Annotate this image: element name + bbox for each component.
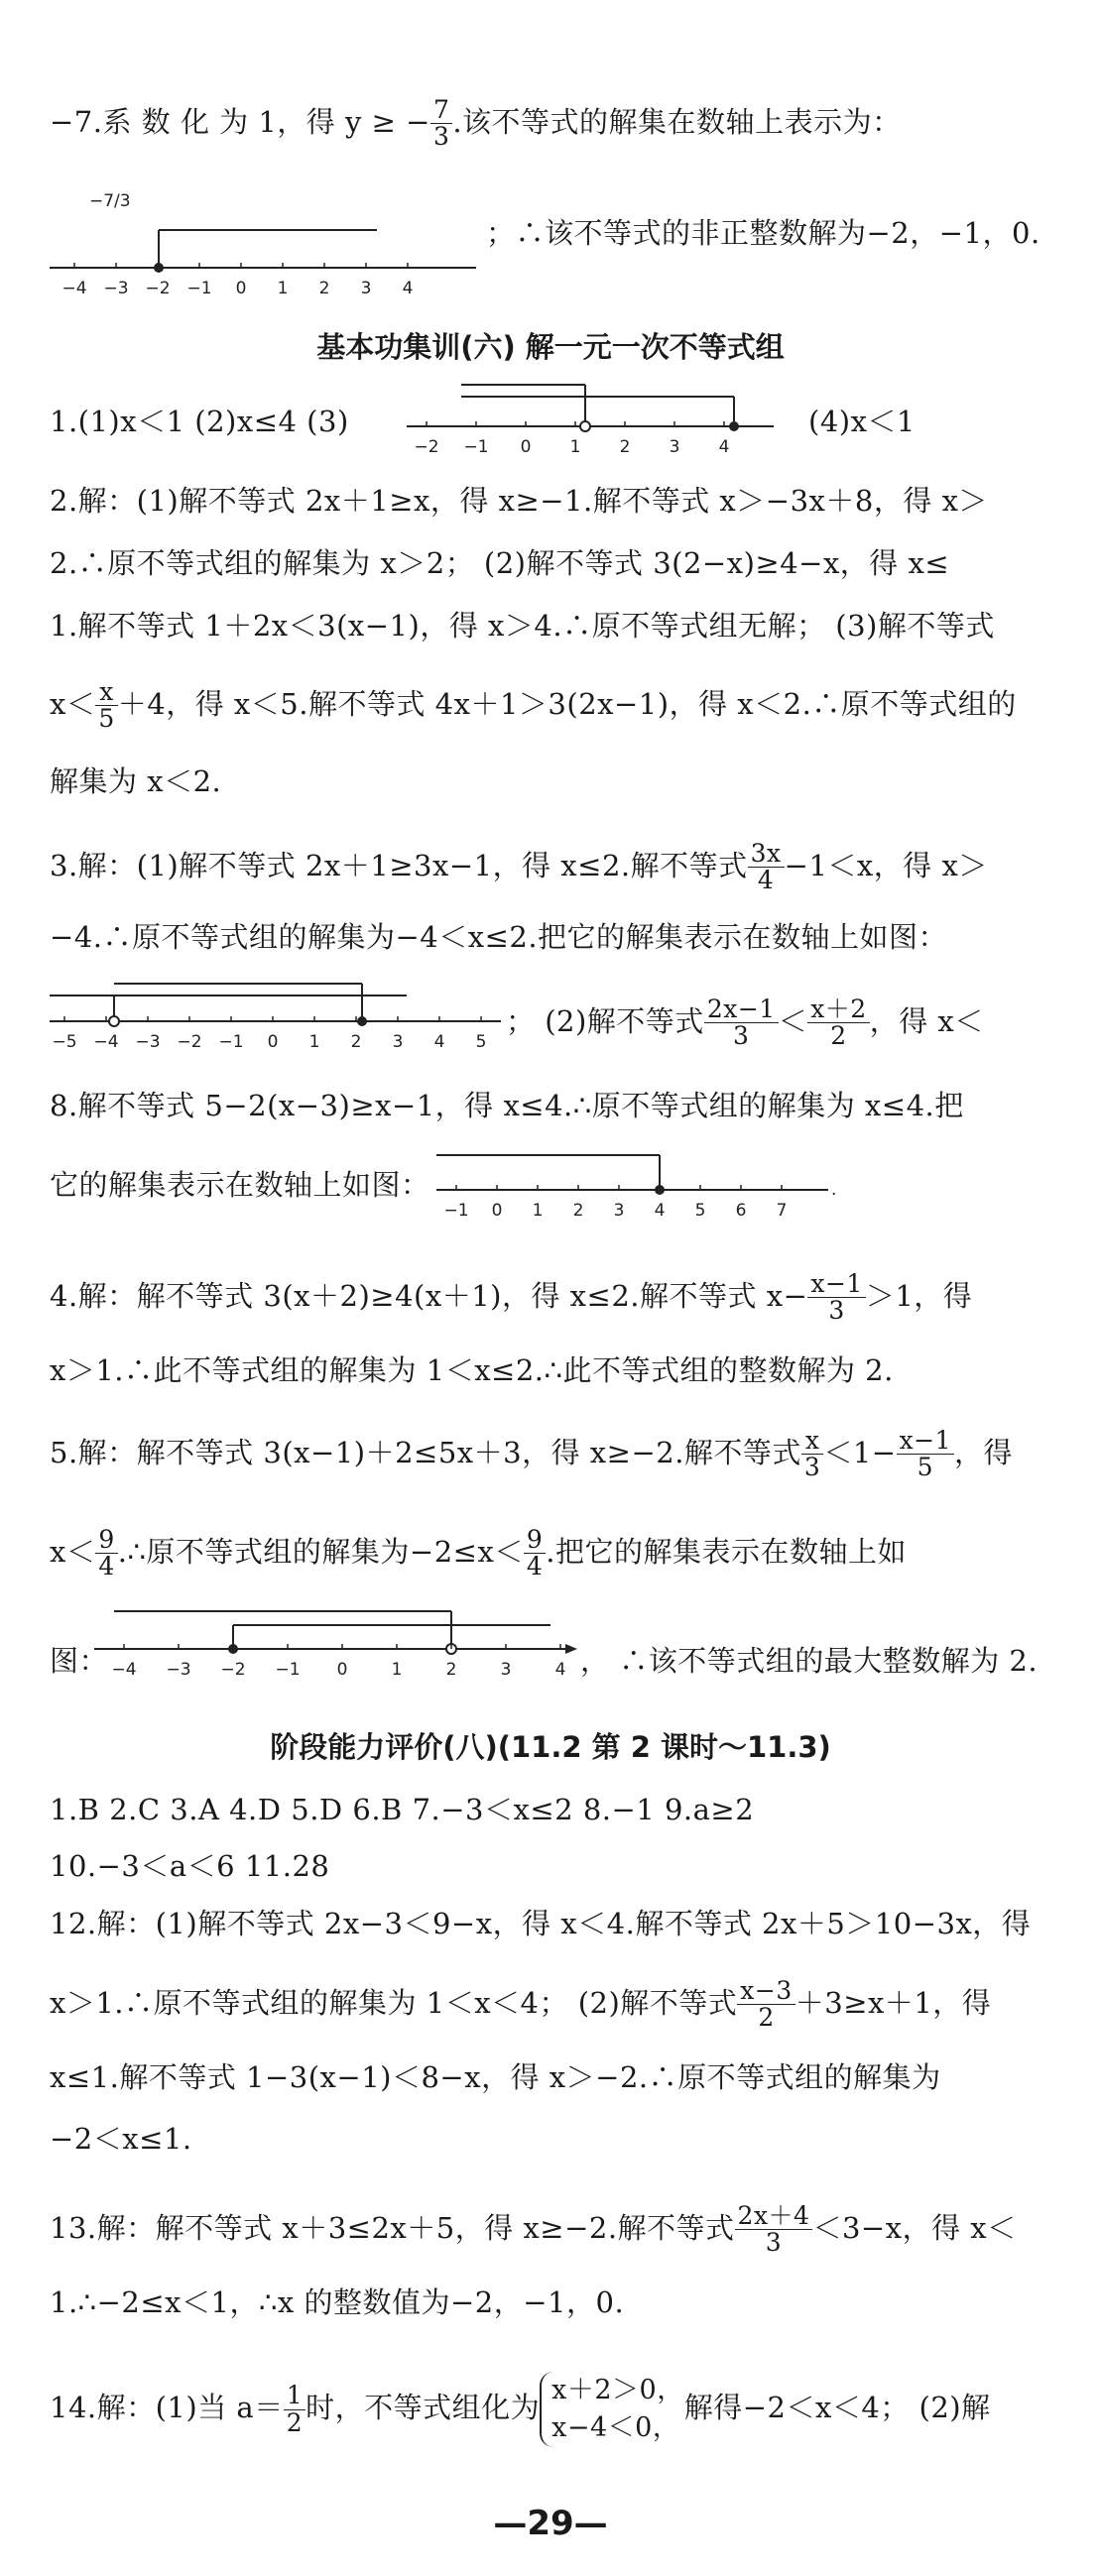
fraction bbox=[807, 1271, 865, 1325]
solution-line bbox=[50, 1350, 1056, 1390]
solution-line bbox=[50, 1086, 1056, 1125]
text-segment: 1.∴−2≤x＜1，∴x 的整数值为−2，−1，0. bbox=[50, 2285, 625, 2319]
text-segment: 2.∴原不等式组的解集为 x＞2； (2)解不等式 3(2−x)≥4−x，得 x≤ bbox=[50, 546, 950, 580]
tick-label: −3 bbox=[135, 1032, 161, 1052]
text-segment: ， ∴该不等式组的最大整数解为 2. bbox=[580, 1644, 1039, 1678]
fraction-numerator: x bbox=[801, 1428, 823, 1455]
fraction bbox=[897, 1428, 954, 1481]
text-segment: 12.解：(1)解不等式 2x−3＜9−x，得 x＜4.解不等式 2x＋5＞10−3x，得 bbox=[50, 1907, 1032, 1940]
closed-point bbox=[357, 1016, 367, 1026]
fraction bbox=[95, 1527, 117, 1581]
fraction-numerator: x−3 bbox=[737, 1978, 795, 2005]
fraction-numerator: 9 bbox=[95, 1527, 117, 1554]
fraction-denominator: 5 bbox=[98, 704, 115, 734]
text-segment: ＋3≥x＋1，得 bbox=[795, 1985, 992, 2020]
tick-label: −3 bbox=[103, 279, 129, 298]
fraction bbox=[524, 1527, 546, 1581]
number-line-q5 bbox=[94, 1601, 580, 1715]
fraction bbox=[748, 841, 785, 894]
solution-line bbox=[50, 97, 1056, 151]
fraction-denominator: 4 bbox=[98, 1552, 115, 1581]
tick-label: 1 bbox=[277, 279, 289, 298]
fraction-numerator: 3x bbox=[748, 841, 785, 868]
text-segment: ＜3−x，得 x＜ bbox=[812, 2210, 1017, 2245]
fraction-denominator: 2 bbox=[286, 2407, 304, 2437]
tick-label: 2 bbox=[318, 279, 330, 298]
text-segment: ，得 x＜ bbox=[869, 1003, 984, 1038]
tick-label: −2 bbox=[414, 437, 439, 457]
tick-label: −1 bbox=[218, 1032, 244, 1052]
text-segment: −2＜x≤1. bbox=[50, 2122, 192, 2156]
text-segment: 5.解：解不等式 3(x−1)＋2≤5x＋3，得 x≥−2.解不等式 bbox=[50, 1435, 801, 1469]
text-segment: . bbox=[831, 1180, 837, 1200]
solution-line bbox=[50, 1978, 1056, 2032]
solution-line bbox=[50, 841, 1056, 894]
tick-label: 3 bbox=[669, 437, 680, 457]
fraction bbox=[737, 1978, 795, 2032]
tick-label: −4 bbox=[111, 1660, 137, 1680]
tick-label: 6 bbox=[735, 1201, 747, 1221]
fraction-numerator: 2x−1 bbox=[704, 996, 779, 1023]
fraction-denominator: 5 bbox=[917, 1453, 933, 1482]
solution-line bbox=[506, 996, 1061, 1050]
tick-label: −1 bbox=[186, 279, 212, 298]
tick-label: −2 bbox=[145, 279, 171, 298]
closed-point bbox=[154, 263, 164, 273]
text-segment: ＞1，得 bbox=[865, 1278, 973, 1313]
tick-label: −4 bbox=[93, 1032, 119, 1052]
nl-mark-label: −7/3 bbox=[89, 191, 131, 211]
text-segment: ＜1− bbox=[823, 1435, 897, 1469]
text-segment: x＞1.∴原不等式组的解集为 1＜x＜4； (2)解不等式 bbox=[50, 1985, 738, 2020]
tick-label: −4 bbox=[61, 279, 87, 298]
closed-point bbox=[729, 421, 739, 431]
text-segment: 3.解：(1)解不等式 2x＋1≥3x−1，得 x≤2.解不等式 bbox=[50, 848, 748, 882]
solution-line bbox=[50, 2372, 1056, 2447]
answer-line bbox=[808, 402, 1066, 441]
text-segment: −1＜x，得 x＞ bbox=[784, 848, 988, 882]
solution-line bbox=[50, 917, 1056, 957]
text-segment: 它的解集表示在数轴上如图： bbox=[50, 1168, 430, 1202]
fraction-denominator: 2 bbox=[758, 2003, 775, 2033]
text-segment: 13.解：解不等式 x＋3≤2x＋5，得 x≥−2.解不等式 bbox=[50, 2210, 735, 2245]
tick-label: 4 bbox=[554, 1660, 566, 1680]
fraction bbox=[430, 97, 452, 151]
text-segment: 图： bbox=[50, 1644, 109, 1678]
text-segment: 10.−3＜a＜6 11.28 bbox=[50, 1849, 330, 1883]
tick-label: 0 bbox=[336, 1660, 348, 1680]
text-segment: 8.解不等式 5−2(x−3)≥x−1，得 x≤4.∴原不等式组的解集为 x≤4.把 bbox=[50, 1089, 964, 1122]
solution-line bbox=[50, 2057, 1056, 2097]
fraction bbox=[284, 2383, 306, 2436]
fraction-denominator: 4 bbox=[526, 1552, 544, 1581]
fraction-numerator: x−1 bbox=[897, 1428, 954, 1455]
tick-label: 7 bbox=[776, 1201, 788, 1221]
number-line-q3a bbox=[50, 974, 516, 1063]
tick-label: 0 bbox=[267, 1032, 279, 1052]
tick-label: 3 bbox=[360, 279, 372, 298]
tick-label: 2 bbox=[619, 437, 631, 457]
fraction-denominator: 2 bbox=[830, 1021, 847, 1051]
tick-label: −3 bbox=[166, 1660, 191, 1680]
system-row: x−4＜0， bbox=[551, 2412, 680, 2443]
fraction-denominator: 3 bbox=[828, 1296, 845, 1326]
fraction-denominator: 3 bbox=[733, 1021, 750, 1051]
text-segment: 1.(1)x＜1 (2)x≤4 (3) bbox=[50, 405, 349, 438]
tick-label: 1 bbox=[391, 1660, 403, 1680]
fraction-denominator: 3 bbox=[432, 122, 450, 152]
text-segment: .该不等式的解集在数轴上表示为： bbox=[452, 104, 902, 139]
number-line-q3b bbox=[436, 1145, 853, 1234]
solution-line bbox=[50, 761, 1056, 801]
text-segment: .∴原不等式组的解集为−2≤x＜ bbox=[117, 1534, 524, 1569]
tick-label: 1 bbox=[569, 437, 581, 457]
text-segment: (4)x＜1 bbox=[808, 405, 916, 438]
page-number: —29— bbox=[493, 2504, 608, 2543]
text-segment: x＞1.∴此不等式组的解集为 1＜x≤2.∴此不等式组的整数解为 2. bbox=[50, 1353, 894, 1387]
text-segment: .把它的解集表示在数轴上如 bbox=[546, 1534, 907, 1569]
fraction bbox=[95, 679, 117, 733]
solution-line bbox=[50, 1527, 1056, 1581]
tick-label: 3 bbox=[392, 1032, 404, 1052]
fraction-numerator: 7 bbox=[430, 97, 452, 124]
text-segment: 14.解：(1)当 a＝ bbox=[50, 2391, 284, 2424]
tick-label: −2 bbox=[177, 1032, 202, 1052]
solution-line bbox=[486, 213, 1081, 253]
text-segment: 4.解：解不等式 3(x＋2)≥4(x＋1)，得 x≤2.解不等式 x− bbox=[50, 1278, 808, 1313]
solution-line bbox=[50, 679, 1056, 733]
text-segment: x≤1.解不等式 1−3(x−1)＜8−x，得 x＞−2.∴原不等式组的解集为 bbox=[50, 2060, 941, 2094]
tick-label: 1 bbox=[532, 1201, 544, 1221]
fraction bbox=[735, 2203, 813, 2257]
text-segment: 1.解不等式 1＋2x＜3(x−1)，得 x＞4.∴原不等式组无解； (3)解不等式 bbox=[50, 609, 995, 643]
text-segment: x＜ bbox=[50, 1534, 96, 1569]
tick-label: 2 bbox=[350, 1032, 362, 1052]
tick-label: −1 bbox=[463, 437, 489, 457]
solution-line bbox=[50, 1428, 1056, 1481]
solution-line bbox=[50, 1271, 1056, 1325]
solution-line bbox=[50, 2119, 1056, 2159]
tick-label: 4 bbox=[402, 279, 414, 298]
tick-label: 0 bbox=[235, 279, 247, 298]
solution-line bbox=[50, 481, 1056, 521]
tick-label: 3 bbox=[500, 1660, 512, 1680]
text-segment: 解集为 x＜2. bbox=[50, 764, 222, 798]
arrow-icon bbox=[565, 1644, 577, 1654]
fraction-numerator: x−1 bbox=[807, 1271, 865, 1298]
tick-label: 4 bbox=[433, 1032, 445, 1052]
section-title: 基本功集训(六) 解一元一次不等式组 bbox=[316, 330, 785, 364]
fraction-denominator: 3 bbox=[803, 1453, 821, 1482]
text-segment: x＜ bbox=[50, 686, 96, 721]
text-segment: ＜ bbox=[778, 1003, 808, 1038]
tick-label: −1 bbox=[275, 1660, 301, 1680]
inequality-system bbox=[540, 2372, 684, 2447]
fraction-numerator: 2x＋4 bbox=[735, 2203, 813, 2230]
tick-label: 2 bbox=[445, 1660, 457, 1680]
text-segment: ＋4，得 x＜5.解不等式 4x＋1＞3(2x−1)，得 x＜2.∴原不等式组的 bbox=[117, 686, 1017, 721]
tick-label: 5 bbox=[694, 1201, 706, 1221]
fraction-numerator: x bbox=[95, 679, 117, 706]
text-segment: 1.B 2.C 3.A 4.D 5.D 6.B 7.−3＜x≤2 8.−1 9.a≥2 bbox=[50, 1793, 755, 1826]
solution-line bbox=[50, 2283, 1056, 2322]
number-line-q1 bbox=[407, 375, 784, 469]
tick-label: 3 bbox=[613, 1201, 625, 1221]
fraction-denominator: 4 bbox=[757, 866, 775, 895]
solution-line bbox=[50, 2203, 1056, 2257]
fraction-denominator: 3 bbox=[765, 2228, 783, 2258]
fraction bbox=[801, 1428, 823, 1481]
answer-line bbox=[50, 1790, 1056, 1829]
tick-label: 0 bbox=[491, 1201, 503, 1221]
tick-label: 1 bbox=[308, 1032, 320, 1052]
solution-line bbox=[50, 1904, 1056, 1943]
solution-line bbox=[50, 543, 1056, 583]
fraction-numerator: 1 bbox=[284, 2383, 306, 2409]
tick-label: −1 bbox=[443, 1201, 469, 1221]
open-point bbox=[109, 1016, 119, 1026]
fraction bbox=[704, 996, 779, 1050]
answer-line bbox=[50, 1846, 1056, 1886]
tick-label: 0 bbox=[520, 437, 532, 457]
open-point bbox=[580, 421, 590, 431]
text-segment: 时，不等式组化为 bbox=[306, 2391, 541, 2424]
fraction-numerator: 9 bbox=[524, 1527, 546, 1554]
tick-label: −5 bbox=[52, 1032, 77, 1052]
text-segment: 解得−2＜x＜4； (2)解 bbox=[683, 2391, 991, 2424]
fraction-numerator: x＋2 bbox=[807, 996, 870, 1023]
fraction bbox=[807, 996, 870, 1050]
solution-line bbox=[50, 606, 1056, 645]
text-segment: ； (2)解不等式 bbox=[506, 1003, 704, 1038]
text-segment: ，得 bbox=[954, 1435, 1014, 1469]
section-title: 阶段能力评价(八)(11.2 第 2 课时～11.3) bbox=[270, 1730, 831, 1764]
text-segment: −4.∴原不等式组的解集为−4＜x≤2.把它的解集表示在数轴上如图： bbox=[50, 920, 948, 954]
text-segment: ；∴该不等式的非正整数解为−2，−1，0. bbox=[486, 216, 1040, 250]
tick-label: 4 bbox=[654, 1201, 666, 1221]
system-row: x＋2＞0， bbox=[551, 2375, 684, 2405]
solution-line bbox=[580, 1641, 1056, 1681]
tick-label: −2 bbox=[220, 1660, 246, 1680]
text-segment: 2.解：(1)解不等式 2x＋1≥x，得 x≥−1.解不等式 x＞−3x＋8，得 x＞ bbox=[50, 484, 988, 518]
number-line-1 bbox=[50, 188, 486, 297]
tick-label: 4 bbox=[718, 437, 730, 457]
tick-label: 5 bbox=[475, 1032, 487, 1052]
text-segment: −7.系 数 化 为 1，得 y ≥ − bbox=[50, 104, 430, 139]
tick-label: 2 bbox=[572, 1201, 584, 1221]
